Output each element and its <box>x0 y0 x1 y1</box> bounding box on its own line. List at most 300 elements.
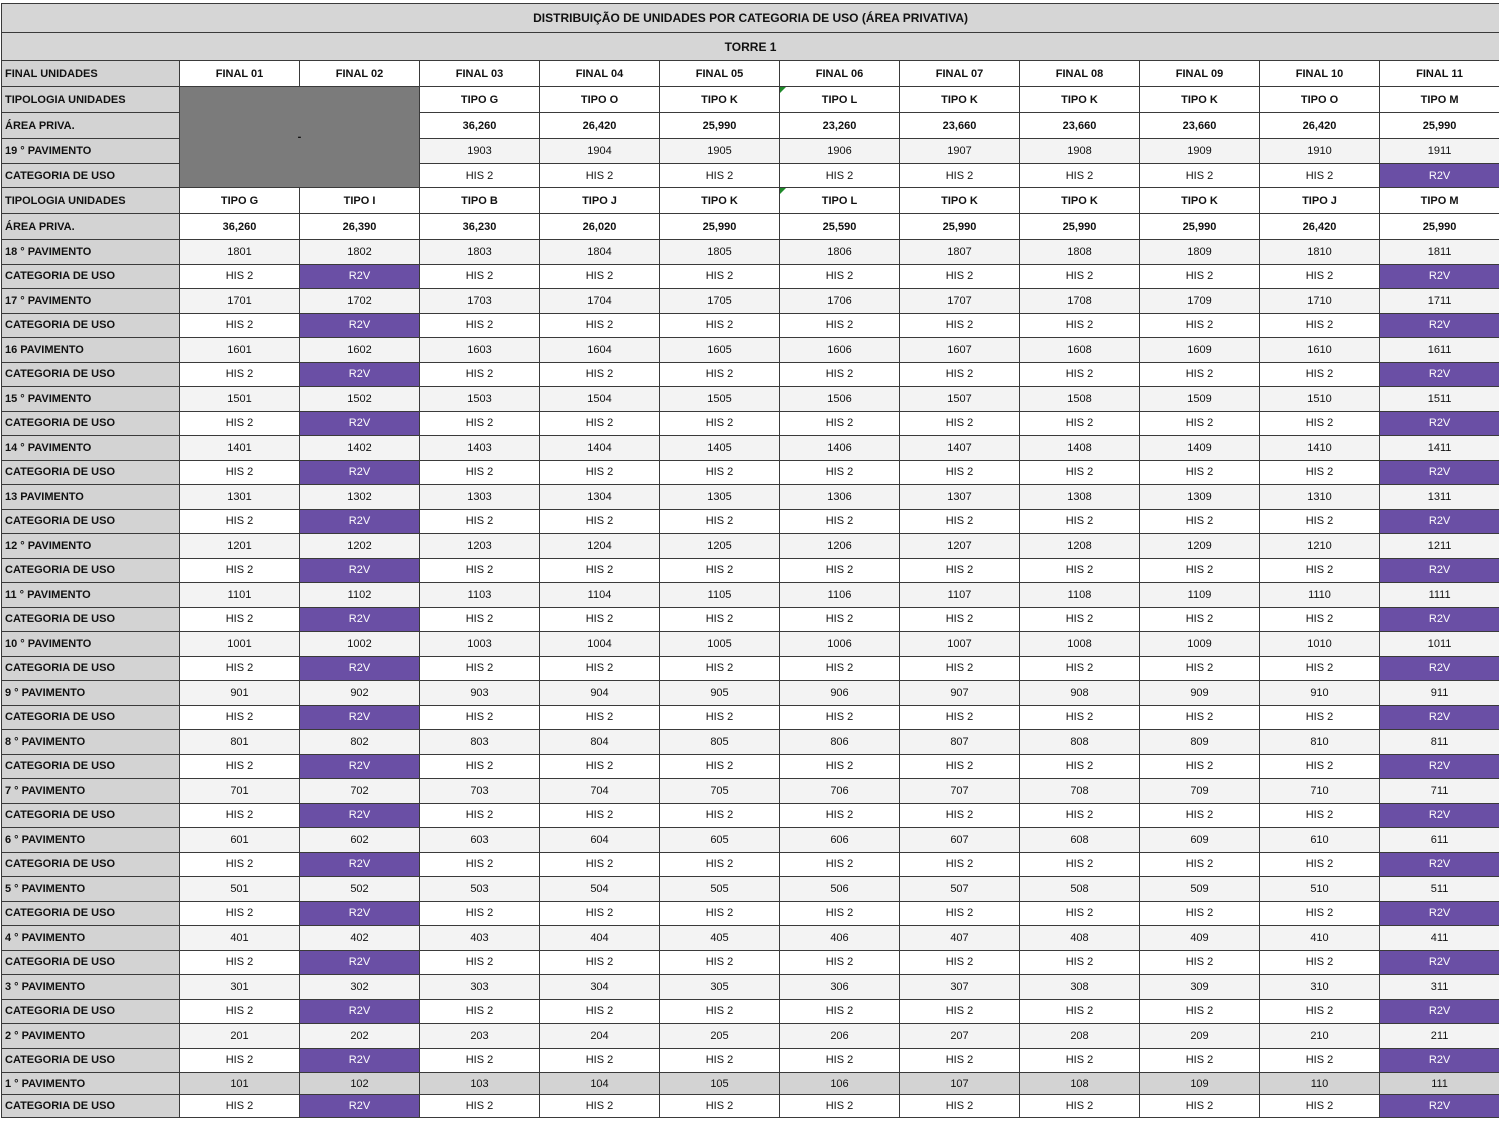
category-cell[interactable]: HIS 2 <box>1020 607 1140 632</box>
row-label-categoria[interactable]: CATEGORIA DE USO <box>2 362 180 387</box>
category-cell[interactable]: HIS 2 <box>420 803 540 828</box>
category-cell[interactable]: R2V <box>300 950 420 975</box>
unit-cell[interactable]: 709 <box>1140 779 1260 804</box>
unit-cell[interactable]: 1702 <box>300 289 420 314</box>
tipologia-cell[interactable]: TIPO L <box>780 87 900 113</box>
tipologia-cell[interactable]: TIPO K <box>660 188 780 214</box>
unit-cell[interactable]: 706 <box>780 779 900 804</box>
unit-cell[interactable]: 301 <box>180 975 300 1000</box>
area-cell[interactable]: 25,990 <box>1020 214 1140 240</box>
category-cell[interactable]: R2V <box>300 264 420 289</box>
category-cell[interactable]: HIS 2 <box>660 362 780 387</box>
floor-label[interactable]: 18 ° PAVIMENTO <box>2 240 180 265</box>
category-cell[interactable]: HIS 2 <box>1260 901 1380 926</box>
unit-cell[interactable]: 1907 <box>900 139 1020 164</box>
category-cell[interactable]: HIS 2 <box>900 1095 1020 1118</box>
category-cell[interactable]: HIS 2 <box>780 264 900 289</box>
row-label-area[interactable]: ÁREA PRIVA. <box>2 113 180 139</box>
category-cell[interactable]: HIS 2 <box>1260 362 1380 387</box>
unit-cell[interactable]: 802 <box>300 730 420 755</box>
category-cell[interactable]: HIS 2 <box>540 509 660 534</box>
unit-cell[interactable]: 1701 <box>180 289 300 314</box>
unit-cell[interactable]: 809 <box>1140 730 1260 755</box>
category-cell[interactable]: HIS 2 <box>1020 901 1140 926</box>
category-cell[interactable]: HIS 2 <box>780 607 900 632</box>
row-label-categoria[interactable]: CATEGORIA DE USO <box>2 999 180 1024</box>
unit-cell[interactable]: 1506 <box>780 387 900 412</box>
category-cell[interactable]: R2V <box>1380 1095 1499 1118</box>
category-cell[interactable]: R2V <box>1380 1048 1499 1073</box>
unit-cell[interactable]: 1109 <box>1140 583 1260 608</box>
category-cell[interactable]: R2V <box>300 999 420 1024</box>
unit-cell[interactable]: 1611 <box>1380 338 1499 363</box>
unit-cell[interactable]: 407 <box>900 926 1020 951</box>
unit-cell[interactable]: 1302 <box>300 485 420 510</box>
unit-cell[interactable]: 108 <box>1020 1073 1140 1095</box>
category-cell[interactable]: HIS 2 <box>900 950 1020 975</box>
unit-cell[interactable]: 1002 <box>300 632 420 657</box>
category-cell[interactable]: R2V <box>1380 950 1499 975</box>
row-label-categoria[interactable]: CATEGORIA DE USO <box>2 411 180 436</box>
category-cell[interactable]: R2V <box>300 754 420 779</box>
final-header-6[interactable]: FINAL 06 <box>780 61 900 87</box>
category-cell[interactable]: HIS 2 <box>1020 852 1140 877</box>
unit-cell[interactable]: 107 <box>900 1073 1020 1095</box>
row-label-categoria[interactable]: CATEGORIA DE USO <box>2 460 180 485</box>
category-cell[interactable]: HIS 2 <box>180 950 300 975</box>
unit-cell[interactable]: 1209 <box>1140 534 1260 559</box>
row-label-final[interactable]: FINAL UNIDADES <box>2 61 180 87</box>
row-label-categoria[interactable]: CATEGORIA DE USO <box>2 607 180 632</box>
category-cell[interactable]: R2V <box>1380 509 1499 534</box>
unit-cell[interactable]: 1306 <box>780 485 900 510</box>
unit-cell[interactable]: 503 <box>420 877 540 902</box>
category-cell[interactable]: R2V <box>1380 754 1499 779</box>
category-cell[interactable]: HIS 2 <box>540 264 660 289</box>
unit-cell[interactable]: 1102 <box>300 583 420 608</box>
category-cell[interactable]: HIS 2 <box>900 901 1020 926</box>
unit-cell[interactable]: 1009 <box>1140 632 1260 657</box>
category-cell[interactable]: HIS 2 <box>1020 509 1140 534</box>
category-cell[interactable]: HIS 2 <box>1020 460 1140 485</box>
unit-cell[interactable]: 1608 <box>1020 338 1140 363</box>
unit-cell[interactable]: 611 <box>1380 828 1499 853</box>
final-header-2[interactable]: FINAL 02 <box>300 61 420 87</box>
unit-cell[interactable]: 104 <box>540 1073 660 1095</box>
unit-cell[interactable]: 205 <box>660 1024 780 1049</box>
area-cell[interactable]: 23,260 <box>780 113 900 139</box>
category-cell[interactable]: HIS 2 <box>1260 558 1380 583</box>
final-header-7[interactable]: FINAL 07 <box>900 61 1020 87</box>
category-cell[interactable]: HIS 2 <box>180 705 300 730</box>
area-cell[interactable]: 36,260 <box>180 214 300 240</box>
unit-cell[interactable]: 1809 <box>1140 240 1260 265</box>
row-label-categoria[interactable]: CATEGORIA DE USO <box>2 705 180 730</box>
category-cell[interactable]: HIS 2 <box>420 950 540 975</box>
final-header-3[interactable]: FINAL 03 <box>420 61 540 87</box>
unit-cell[interactable]: 805 <box>660 730 780 755</box>
category-cell[interactable]: HIS 2 <box>1140 264 1260 289</box>
category-cell[interactable]: HIS 2 <box>780 950 900 975</box>
unit-cell[interactable]: 1101 <box>180 583 300 608</box>
unit-cell[interactable]: 408 <box>1020 926 1140 951</box>
category-cell[interactable]: HIS 2 <box>180 607 300 632</box>
unit-cell[interactable]: 106 <box>780 1073 900 1095</box>
tipologia-cell[interactable]: TIPO M <box>1380 188 1499 214</box>
unit-cell[interactable]: 209 <box>1140 1024 1260 1049</box>
tipologia-cell[interactable]: TIPO L <box>780 188 900 214</box>
category-cell[interactable]: HIS 2 <box>540 901 660 926</box>
category-cell[interactable]: HIS 2 <box>1260 754 1380 779</box>
unit-cell[interactable]: 1507 <box>900 387 1020 412</box>
unit-cell[interactable]: 1003 <box>420 632 540 657</box>
category-cell[interactable]: HIS 2 <box>540 558 660 583</box>
tipologia-cell[interactable]: TIPO K <box>1020 87 1140 113</box>
unit-cell[interactable]: 1801 <box>180 240 300 265</box>
category-cell[interactable]: HIS 2 <box>780 1048 900 1073</box>
area-cell[interactable]: 25,990 <box>660 113 780 139</box>
category-cell[interactable]: HIS 2 <box>420 656 540 681</box>
category-cell[interactable]: HIS 2 <box>660 705 780 730</box>
unit-cell[interactable]: 1307 <box>900 485 1020 510</box>
category-cell[interactable]: HIS 2 <box>1260 411 1380 436</box>
unit-cell[interactable]: 907 <box>900 681 1020 706</box>
category-cell[interactable]: R2V <box>1380 362 1499 387</box>
category-cell[interactable]: HIS 2 <box>420 411 540 436</box>
category-cell[interactable]: HIS 2 <box>180 460 300 485</box>
category-cell[interactable]: HIS 2 <box>1020 656 1140 681</box>
unit-cell[interactable]: 1503 <box>420 387 540 412</box>
category-cell[interactable]: HIS 2 <box>540 999 660 1024</box>
unit-cell[interactable]: 1107 <box>900 583 1020 608</box>
category-cell[interactable]: HIS 2 <box>420 901 540 926</box>
tipologia-cell[interactable]: TIPO G <box>180 188 300 214</box>
unit-cell[interactable]: 1604 <box>540 338 660 363</box>
unit-cell[interactable]: 1111 <box>1380 583 1499 608</box>
unit-cell[interactable]: 204 <box>540 1024 660 1049</box>
area-cell[interactable]: 25,990 <box>1380 214 1499 240</box>
unit-cell[interactable]: 1201 <box>180 534 300 559</box>
unit-cell[interactable]: 1602 <box>300 338 420 363</box>
unit-cell[interactable]: 908 <box>1020 681 1140 706</box>
unit-cell[interactable]: 806 <box>780 730 900 755</box>
unit-cell[interactable]: 605 <box>660 828 780 853</box>
area-cell[interactable]: 23,660 <box>1140 113 1260 139</box>
category-cell[interactable]: HIS 2 <box>540 362 660 387</box>
unit-cell[interactable]: 906 <box>780 681 900 706</box>
unit-cell[interactable]: 1911 <box>1380 139 1499 164</box>
unit-cell[interactable]: 1806 <box>780 240 900 265</box>
category-cell[interactable]: HIS 2 <box>180 901 300 926</box>
category-cell[interactable]: HIS 2 <box>900 411 1020 436</box>
category-cell[interactable]: HIS 2 <box>780 558 900 583</box>
unit-cell[interactable]: 807 <box>900 730 1020 755</box>
category-cell[interactable]: HIS 2 <box>780 164 900 188</box>
unit-cell[interactable]: 1909 <box>1140 139 1260 164</box>
unit-cell[interactable]: 803 <box>420 730 540 755</box>
category-cell[interactable]: HIS 2 <box>1140 607 1260 632</box>
unit-cell[interactable]: 403 <box>420 926 540 951</box>
unit-cell[interactable]: 703 <box>420 779 540 804</box>
unit-cell[interactable]: 203 <box>420 1024 540 1049</box>
unit-cell[interactable]: 410 <box>1260 926 1380 951</box>
row-label-categoria[interactable]: CATEGORIA DE USO <box>2 313 180 338</box>
category-cell[interactable]: HIS 2 <box>780 852 900 877</box>
unit-cell[interactable]: 1807 <box>900 240 1020 265</box>
category-cell[interactable]: R2V <box>300 1048 420 1073</box>
area-cell[interactable]: 26,390 <box>300 214 420 240</box>
unit-cell[interactable]: 1308 <box>1020 485 1140 510</box>
unit-cell[interactable]: 811 <box>1380 730 1499 755</box>
category-cell[interactable]: HIS 2 <box>180 509 300 534</box>
category-cell[interactable]: HIS 2 <box>1260 460 1380 485</box>
tipologia-cell[interactable]: TIPO O <box>1260 87 1380 113</box>
unit-cell[interactable]: 309 <box>1140 975 1260 1000</box>
unit-cell[interactable]: 1103 <box>420 583 540 608</box>
category-cell[interactable]: HIS 2 <box>660 607 780 632</box>
unit-cell[interactable]: 1204 <box>540 534 660 559</box>
unit-cell[interactable]: 1010 <box>1260 632 1380 657</box>
category-cell[interactable]: HIS 2 <box>1260 1048 1380 1073</box>
category-cell[interactable]: R2V <box>1380 999 1499 1024</box>
category-cell[interactable]: HIS 2 <box>1140 411 1260 436</box>
category-cell[interactable]: R2V <box>300 607 420 632</box>
category-cell[interactable]: HIS 2 <box>1140 754 1260 779</box>
unit-cell[interactable]: 110 <box>1260 1073 1380 1095</box>
category-cell[interactable]: HIS 2 <box>540 1048 660 1073</box>
unit-cell[interactable]: 1410 <box>1260 436 1380 461</box>
unit-cell[interactable]: 304 <box>540 975 660 1000</box>
unit-cell[interactable]: 1501 <box>180 387 300 412</box>
unit-cell[interactable]: 1310 <box>1260 485 1380 510</box>
tipologia-cell[interactable]: TIPO K <box>1140 188 1260 214</box>
unit-cell[interactable]: 1811 <box>1380 240 1499 265</box>
row-label-categoria[interactable]: CATEGORIA DE USO <box>2 164 180 188</box>
category-cell[interactable]: HIS 2 <box>660 411 780 436</box>
area-cell[interactable]: 25,990 <box>1140 214 1260 240</box>
category-cell[interactable]: HIS 2 <box>1020 950 1140 975</box>
category-cell[interactable]: HIS 2 <box>1020 705 1140 730</box>
unit-cell[interactable]: 603 <box>420 828 540 853</box>
category-cell[interactable]: R2V <box>1380 901 1499 926</box>
unit-cell[interactable]: 1004 <box>540 632 660 657</box>
unit-cell[interactable]: 1311 <box>1380 485 1499 510</box>
floor-label[interactable]: 5 ° PAVIMENTO <box>2 877 180 902</box>
area-cell[interactable]: 23,660 <box>1020 113 1140 139</box>
category-cell[interactable]: HIS 2 <box>780 411 900 436</box>
category-cell[interactable]: HIS 2 <box>1020 558 1140 583</box>
unit-cell[interactable]: 306 <box>780 975 900 1000</box>
tipologia-cell[interactable]: TIPO K <box>1020 188 1140 214</box>
category-cell[interactable]: R2V <box>300 852 420 877</box>
category-cell[interactable]: HIS 2 <box>900 754 1020 779</box>
category-cell[interactable]: HIS 2 <box>660 950 780 975</box>
category-cell[interactable]: HIS 2 <box>1260 313 1380 338</box>
unit-cell[interactable]: 1703 <box>420 289 540 314</box>
category-cell[interactable]: HIS 2 <box>1140 558 1260 583</box>
unit-cell[interactable]: 702 <box>300 779 420 804</box>
category-cell[interactable]: HIS 2 <box>780 509 900 534</box>
category-cell[interactable]: HIS 2 <box>420 164 540 188</box>
unit-cell[interactable]: 307 <box>900 975 1020 1000</box>
category-cell[interactable]: HIS 2 <box>660 313 780 338</box>
unit-cell[interactable]: 311 <box>1380 975 1499 1000</box>
category-cell[interactable]: HIS 2 <box>660 754 780 779</box>
category-cell[interactable]: HIS 2 <box>660 803 780 828</box>
category-cell[interactable]: HIS 2 <box>180 803 300 828</box>
unit-cell[interactable]: 1206 <box>780 534 900 559</box>
unit-cell[interactable]: 1309 <box>1140 485 1260 510</box>
unit-cell[interactable]: 1808 <box>1020 240 1140 265</box>
category-cell[interactable]: HIS 2 <box>1260 607 1380 632</box>
unit-cell[interactable]: 606 <box>780 828 900 853</box>
category-cell[interactable]: HIS 2 <box>660 656 780 681</box>
category-cell[interactable]: HIS 2 <box>540 803 660 828</box>
unit-cell[interactable]: 1505 <box>660 387 780 412</box>
category-cell[interactable]: R2V <box>1380 705 1499 730</box>
unit-cell[interactable]: 1108 <box>1020 583 1140 608</box>
floor-label[interactable]: 9 ° PAVIMENTO <box>2 681 180 706</box>
unit-cell[interactable]: 1903 <box>420 139 540 164</box>
unit-cell[interactable]: 1708 <box>1020 289 1140 314</box>
category-cell[interactable]: HIS 2 <box>540 607 660 632</box>
unit-cell[interactable]: 1005 <box>660 632 780 657</box>
category-cell[interactable]: HIS 2 <box>900 313 1020 338</box>
unit-cell[interactable]: 1205 <box>660 534 780 559</box>
category-cell[interactable]: HIS 2 <box>1260 509 1380 534</box>
unit-cell[interactable]: 510 <box>1260 877 1380 902</box>
category-cell[interactable]: HIS 2 <box>1140 901 1260 926</box>
unit-cell[interactable]: 1303 <box>420 485 540 510</box>
final-header-4[interactable]: FINAL 04 <box>540 61 660 87</box>
category-cell[interactable]: HIS 2 <box>660 999 780 1024</box>
floor-label[interactable]: 3 ° PAVIMENTO <box>2 975 180 1000</box>
row-label-categoria[interactable]: CATEGORIA DE USO <box>2 656 180 681</box>
unit-cell[interactable]: 1208 <box>1020 534 1140 559</box>
unit-cell[interactable]: 1210 <box>1260 534 1380 559</box>
category-cell[interactable]: HIS 2 <box>780 362 900 387</box>
unit-cell[interactable]: 911 <box>1380 681 1499 706</box>
unit-cell[interactable]: 801 <box>180 730 300 755</box>
category-cell[interactable]: HIS 2 <box>780 999 900 1024</box>
row-label-categoria[interactable]: CATEGORIA DE USO <box>2 901 180 926</box>
category-cell[interactable]: HIS 2 <box>1260 705 1380 730</box>
unit-cell[interactable]: 1810 <box>1260 240 1380 265</box>
sheet-title[interactable]: DISTRIBUIÇÃO DE UNIDADES POR CATEGORIA DE USO (ÁREA PRIVATIVA) <box>2 4 1499 33</box>
unit-cell[interactable]: 1510 <box>1260 387 1380 412</box>
unit-cell[interactable]: 604 <box>540 828 660 853</box>
category-cell[interactable]: HIS 2 <box>780 460 900 485</box>
category-cell[interactable]: HIS 2 <box>1020 1048 1140 1073</box>
category-cell[interactable]: R2V <box>300 1095 420 1118</box>
category-cell[interactable]: HIS 2 <box>660 509 780 534</box>
category-cell[interactable]: R2V <box>1380 656 1499 681</box>
category-cell[interactable]: HIS 2 <box>660 264 780 289</box>
unit-cell[interactable]: 1304 <box>540 485 660 510</box>
floor-label[interactable]: 17 ° PAVIMENTO <box>2 289 180 314</box>
unit-cell[interactable]: 210 <box>1260 1024 1380 1049</box>
final-header-8[interactable]: FINAL 08 <box>1020 61 1140 87</box>
category-cell[interactable]: HIS 2 <box>660 1095 780 1118</box>
category-cell[interactable]: HIS 2 <box>900 999 1020 1024</box>
floor-label[interactable]: 14 ° PAVIMENTO <box>2 436 180 461</box>
unit-cell[interactable]: 405 <box>660 926 780 951</box>
unit-cell[interactable]: 1610 <box>1260 338 1380 363</box>
category-cell[interactable]: R2V <box>1380 558 1499 583</box>
unit-cell[interactable]: 1511 <box>1380 387 1499 412</box>
category-cell[interactable]: HIS 2 <box>1260 164 1380 188</box>
category-cell[interactable]: R2V <box>1380 411 1499 436</box>
category-cell[interactable]: HIS 2 <box>1140 313 1260 338</box>
unit-cell[interactable]: 507 <box>900 877 1020 902</box>
category-cell[interactable]: R2V <box>300 509 420 534</box>
category-cell[interactable]: HIS 2 <box>540 411 660 436</box>
category-cell[interactable]: HIS 2 <box>420 509 540 534</box>
unit-cell[interactable]: 501 <box>180 877 300 902</box>
category-cell[interactable]: R2V <box>1380 803 1499 828</box>
unit-cell[interactable]: 1601 <box>180 338 300 363</box>
unit-cell[interactable]: 1705 <box>660 289 780 314</box>
area-cell[interactable]: 26,020 <box>540 214 660 240</box>
category-cell[interactable]: R2V <box>300 656 420 681</box>
floor-label[interactable]: 12 ° PAVIMENTO <box>2 534 180 559</box>
unit-cell[interactable]: 1211 <box>1380 534 1499 559</box>
row-label-categoria[interactable]: CATEGORIA DE USO <box>2 950 180 975</box>
unit-cell[interactable]: 409 <box>1140 926 1260 951</box>
unit-cell[interactable]: 1008 <box>1020 632 1140 657</box>
category-cell[interactable]: HIS 2 <box>900 509 1020 534</box>
unit-cell[interactable]: 1804 <box>540 240 660 265</box>
category-cell[interactable]: HIS 2 <box>180 264 300 289</box>
category-cell[interactable]: HIS 2 <box>780 313 900 338</box>
unit-cell[interactable]: 508 <box>1020 877 1140 902</box>
category-cell[interactable]: HIS 2 <box>900 1048 1020 1073</box>
unit-cell[interactable]: 608 <box>1020 828 1140 853</box>
unit-cell[interactable]: 207 <box>900 1024 1020 1049</box>
tipologia-cell[interactable]: TIPO K <box>660 87 780 113</box>
unit-cell[interactable]: 704 <box>540 779 660 804</box>
unit-cell[interactable]: 411 <box>1380 926 1499 951</box>
category-cell[interactable]: HIS 2 <box>420 362 540 387</box>
unit-cell[interactable]: 1202 <box>300 534 420 559</box>
area-cell[interactable]: 36,230 <box>420 214 540 240</box>
unit-cell[interactable]: 1904 <box>540 139 660 164</box>
category-cell[interactable]: HIS 2 <box>780 1095 900 1118</box>
category-cell[interactable]: HIS 2 <box>420 705 540 730</box>
category-cell[interactable]: HIS 2 <box>780 803 900 828</box>
category-cell[interactable]: HIS 2 <box>420 852 540 877</box>
unit-cell[interactable]: 910 <box>1260 681 1380 706</box>
tipologia-cell[interactable]: TIPO K <box>900 87 1020 113</box>
unit-cell[interactable]: 1803 <box>420 240 540 265</box>
row-label-categoria[interactable]: CATEGORIA DE USO <box>2 852 180 877</box>
unit-cell[interactable]: 711 <box>1380 779 1499 804</box>
category-cell[interactable]: HIS 2 <box>1020 164 1140 188</box>
category-cell[interactable]: HIS 2 <box>1140 362 1260 387</box>
tipologia-cell[interactable]: TIPO K <box>1140 87 1260 113</box>
tipologia-cell[interactable]: TIPO O <box>540 87 660 113</box>
category-cell[interactable]: HIS 2 <box>1020 754 1140 779</box>
unit-cell[interactable]: 406 <box>780 926 900 951</box>
category-cell[interactable]: HIS 2 <box>780 705 900 730</box>
unit-cell[interactable]: 1106 <box>780 583 900 608</box>
area-cell[interactable]: 36,260 <box>420 113 540 139</box>
unit-cell[interactable]: 1207 <box>900 534 1020 559</box>
unit-cell[interactable]: 1704 <box>540 289 660 314</box>
unit-cell[interactable]: 402 <box>300 926 420 951</box>
category-cell[interactable]: R2V <box>300 460 420 485</box>
tipologia-cell[interactable]: TIPO M <box>1380 87 1499 113</box>
